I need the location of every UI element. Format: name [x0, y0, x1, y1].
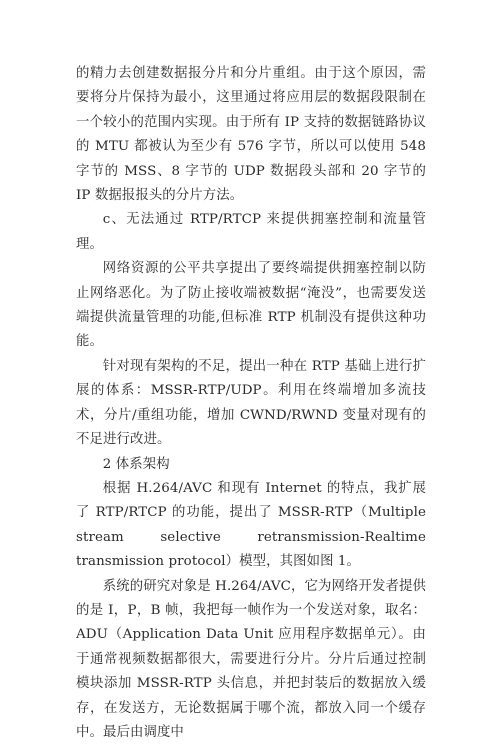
- paragraph-extension: 针对现有架构的不足，提出一种在 RTP 基础上进行扩展的体系：MSSR-RTP/UDP。利用在终端增加多流技术，分片/重组功能，增加 CWND/RWND 变量对现有的不足进行改进。: [76, 358, 426, 448]
- section-heading: 2 体系架构: [102, 456, 170, 472]
- paragraph-congestion: 网络资源的公平共享提出了要终端提供拥塞控制以防止网络恶化。为了防止接收端被数据“淹没”，也需要发送端提供流量管理的功能,但标准 RTP 机制没有提供这种功能。: [76, 261, 426, 350]
- paragraph-model: 根据 H.264/AVC 和现有 Internet 的特点，我扩展了 RTP/RTCP 的功能，提出了 MSSR-RTP（Multiple stream selective retransmission-Realtime transmission protocol）模型，其图如图 1。: [76, 480, 426, 570]
- paragraph-item-c: c、无法通过 RTP/RTCP 来提供拥塞控制和流量管理。: [76, 212, 426, 252]
- document-body: [76, 62, 426, 745]
- paragraph-fragmentation: 的精力去创建数据报分片和分片重组。由于这个原因，需要将分片保持为最小，这里通过将应用层的数据段限制在一个较小的范围内实现。由于所有 IP 支持的数据链路协议的 MTU 都被认为至少有 576 字节，所以可以使用 548 字节的 MSS、8 字节的 UDP 数据段头部和 20 字节的 IP 数据报报头的分片方法。: [76, 66, 426, 204]
- paragraph-system: 系统的研究对象是 H.264/AVC，它为网络开发者提供的是 I，P，B 帧，我把每一帧作为一个发送对象，取名：ADU（Application Data Unit 应用程序数据单元）。由于通常视频数据都很大，需要进行分片。分片后通过控制模块添加 MSSR-RTP 头信息，并把封装后的数据放入缓存，在发送方，无论数据属于哪个流，都放入同一个缓存中。最后由调度中: [76, 578, 426, 740]
